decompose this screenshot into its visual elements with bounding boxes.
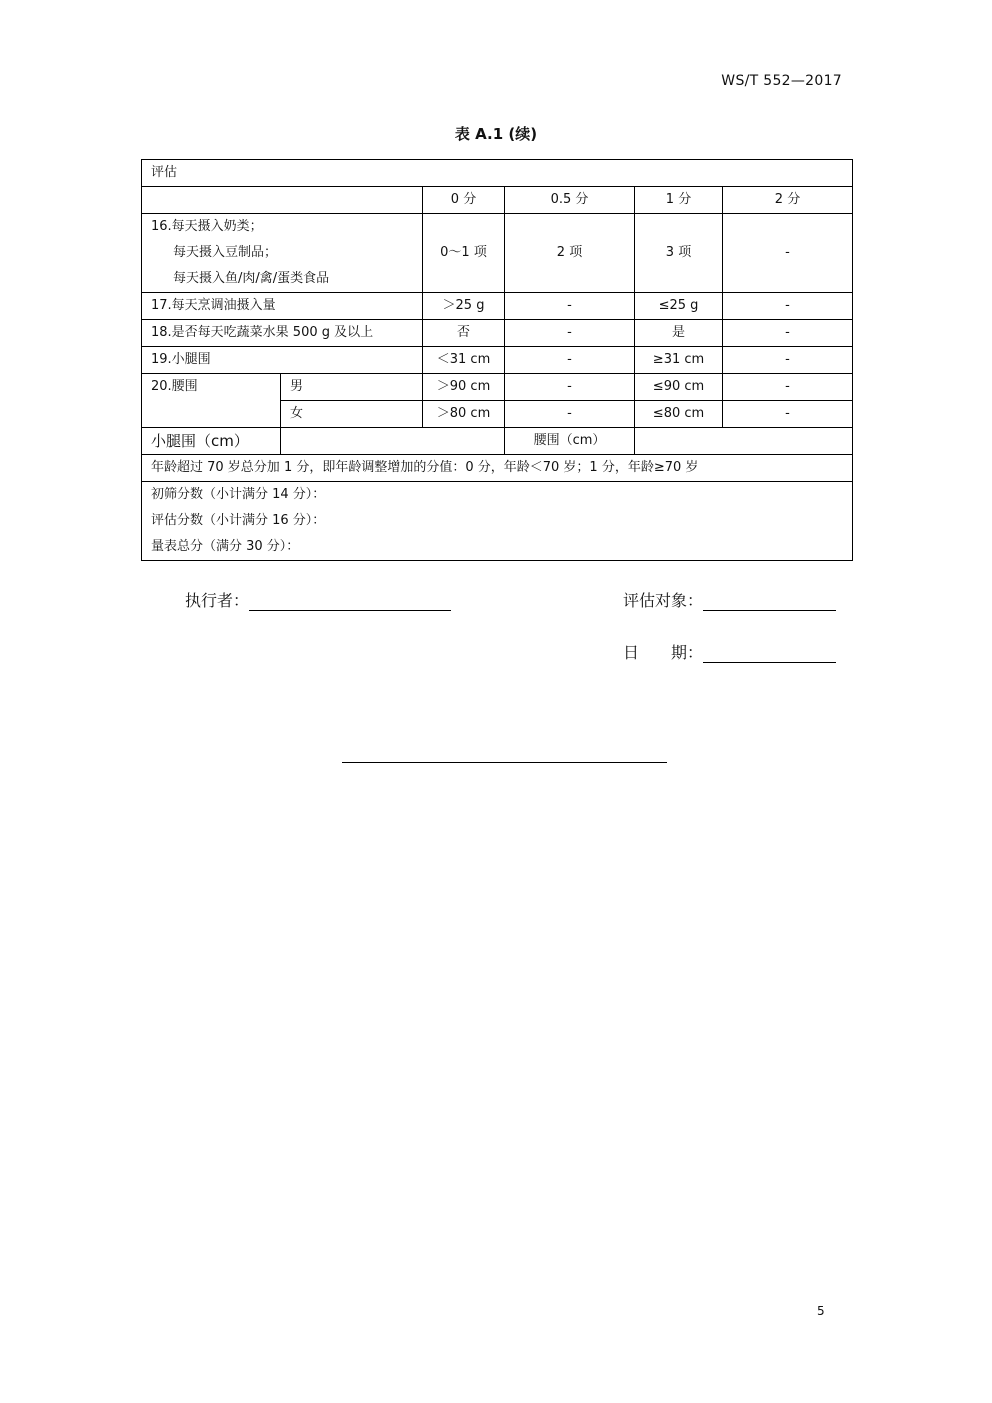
- table-row: [142, 320, 853, 347]
- item-cell: 19.小腿围: [142, 347, 423, 374]
- age-adjust-note: 年龄超过 70 岁总分加 1 分，即年龄调整增加的分值：0 分，年龄＜70 岁；1 分，年龄≥70 岁: [142, 455, 853, 482]
- score-cell: -: [723, 320, 853, 347]
- score-cell: 2 项: [505, 214, 635, 293]
- score-cell: 3 项: [635, 214, 723, 293]
- date-line[interactable]: [703, 644, 836, 663]
- score-cell: -: [723, 401, 853, 428]
- table-row: [142, 214, 853, 293]
- date-label: 日 期：: [623, 643, 704, 662]
- item-line: 每天摄入鱼/肉/禽/蛋类食品: [173, 271, 330, 286]
- section-header-row: [142, 160, 853, 187]
- totals-cell: [142, 482, 853, 561]
- age-note-row: [142, 455, 853, 482]
- score-cell: -: [723, 374, 853, 401]
- item-line: 16.每天摄入奶类；: [151, 219, 263, 234]
- score-header-0: 0 分: [423, 187, 505, 214]
- section-label: 评估: [142, 160, 853, 187]
- waist-circumference-label: 腰围（cm）: [505, 428, 635, 455]
- date-signature: [623, 640, 836, 663]
- waist-circumference-field[interactable]: [635, 428, 853, 455]
- item-cell: 17.每天烹调油摄入量: [142, 293, 423, 320]
- score-cell: 否: [423, 320, 505, 347]
- sex-label-male: 男: [281, 374, 423, 401]
- score-cell: -: [505, 320, 635, 347]
- score-cell: -: [723, 347, 853, 374]
- assessment-table: [141, 159, 853, 561]
- item-line: 每天摄入豆制品；: [173, 245, 278, 260]
- score-cell: ＜31 cm: [423, 347, 505, 374]
- page-number: 5: [817, 1304, 825, 1318]
- table-title: 表 A.1 (续): [454, 125, 538, 143]
- standard-code: WS/T 552—2017: [721, 73, 842, 89]
- score-cell: -: [723, 214, 853, 293]
- score-cell: 0～1 项: [423, 214, 505, 293]
- totals-row: [142, 482, 853, 561]
- item-header-cell: [142, 187, 423, 214]
- assessment-score-label: 评估分数（小计满分 16 分）：: [151, 513, 326, 528]
- waist-item-cell: 20.腰围: [142, 374, 281, 428]
- calf-circumference-label: 小腿围（cm）: [142, 428, 281, 455]
- measurement-row: [142, 428, 853, 455]
- executor-label: 执行者：: [185, 591, 250, 610]
- executor-line[interactable]: [249, 592, 451, 611]
- table-row: [142, 347, 853, 374]
- calf-circumference-field[interactable]: [281, 428, 505, 455]
- score-cell: ≤80 cm: [635, 401, 723, 428]
- score-cell: ≤25 g: [635, 293, 723, 320]
- score-cell: ＞80 cm: [423, 401, 505, 428]
- waist-male-row: [142, 374, 853, 401]
- score-cell: 是: [635, 320, 723, 347]
- table-row: [142, 293, 853, 320]
- score-cell: ＞25 g: [423, 293, 505, 320]
- sex-label-female: 女: [281, 401, 423, 428]
- item-cell: 18.是否每天吃蔬菜水果 500 g 及以上: [142, 320, 423, 347]
- score-cell: ≤90 cm: [635, 374, 723, 401]
- score-cell: -: [505, 401, 635, 428]
- score-header-2: 2 分: [723, 187, 853, 214]
- score-header-row: [142, 187, 853, 214]
- score-cell: -: [505, 374, 635, 401]
- executor-signature: [185, 588, 451, 611]
- score-cell: ＞90 cm: [423, 374, 505, 401]
- score-cell: ≥31 cm: [635, 347, 723, 374]
- subject-signature: [623, 588, 836, 611]
- end-rule: [342, 762, 667, 763]
- score-header-1: 1 分: [635, 187, 723, 214]
- score-header-0-5: 0.5 分: [505, 187, 635, 214]
- item-cell: [142, 214, 423, 293]
- subject-line[interactable]: [703, 592, 836, 611]
- subject-label: 评估对象：: [623, 591, 704, 610]
- total-score-label: 量表总分（满分 30 分）：: [151, 539, 300, 554]
- score-cell: -: [505, 293, 635, 320]
- screening-score-label: 初筛分数（小计满分 14 分）：: [151, 487, 326, 502]
- score-cell: -: [505, 347, 635, 374]
- score-cell: -: [723, 293, 853, 320]
